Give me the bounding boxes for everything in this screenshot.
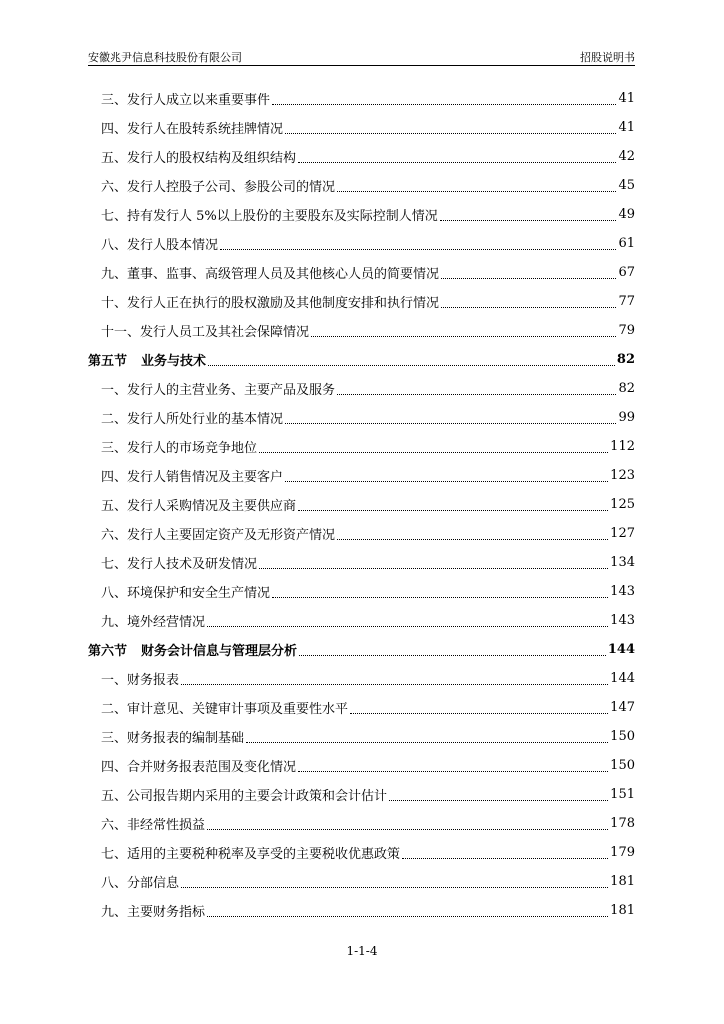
toc-page-number: 79 <box>618 323 635 338</box>
toc-entry-row[interactable] <box>88 606 635 635</box>
dot-leader <box>259 451 608 453</box>
dot-leader <box>389 799 608 801</box>
toc-entry-row[interactable] <box>88 519 635 548</box>
dot-leader <box>272 596 608 598</box>
toc-entry-title: 七、发行人技术及研发情况 <box>101 557 258 572</box>
toc-entry-row[interactable] <box>88 809 635 838</box>
dot-leader <box>337 190 616 192</box>
toc-page-number: 134 <box>610 555 635 570</box>
header-document-type: 招股说明书 <box>580 51 635 64</box>
toc-page-number: 143 <box>610 584 635 599</box>
toc-entry-title: 九、主要财务指标 <box>101 905 206 920</box>
toc-entry-title: 二、发行人所处行业的基本情况 <box>101 412 284 427</box>
toc-page-number: 67 <box>618 265 635 280</box>
toc-entry-row[interactable] <box>88 200 635 229</box>
toc-page-number: 45 <box>618 178 635 193</box>
toc-entry-row[interactable] <box>88 751 635 780</box>
toc-entry-title: 八、分部信息 <box>101 876 180 891</box>
toc-section-title: 财务会计信息与管理层分析 <box>141 644 298 659</box>
toc-entry-title: 五、发行人的股权结构及组织结构 <box>101 151 297 166</box>
toc-entry-row[interactable] <box>88 113 635 142</box>
toc-entry-row[interactable] <box>88 316 635 345</box>
toc-entry-title <box>88 350 206 369</box>
dot-leader <box>285 480 608 482</box>
toc-page-number: 41 <box>618 91 635 106</box>
toc-entry-title: 四、发行人销售情况及主要客户 <box>101 470 284 485</box>
dot-leader <box>208 364 615 366</box>
dot-leader <box>259 567 608 569</box>
toc-entry-title: 九、境外经营情况 <box>101 615 206 630</box>
toc-page-number: 82 <box>616 352 635 367</box>
toc-entry-title: 五、公司报告期内采用的主要会计政策和会计估计 <box>101 789 388 804</box>
toc-entry-row[interactable] <box>88 142 635 171</box>
toc-entry-row[interactable] <box>88 258 635 287</box>
header-company-name: 安徽兆尹信息科技股份有限公司 <box>88 51 242 64</box>
toc-entry-row[interactable] <box>88 838 635 867</box>
dot-leader <box>272 103 616 105</box>
toc-entry-title: 八、环境保护和安全生产情况 <box>101 586 271 601</box>
toc-entry-title: 九、董事、监事、高级管理人员及其他核心人员的简要情况 <box>101 267 440 282</box>
toc-entry-title: 八、发行人股本情况 <box>101 238 219 253</box>
toc-entry-title: 六、发行人控股子公司、参股公司的情况 <box>101 180 336 195</box>
dot-leader <box>298 161 616 163</box>
toc-entry-title: 十一、发行人员工及其社会保障情况 <box>101 325 310 340</box>
toc-entry-title: 四、发行人在股转系统挂牌情况 <box>101 122 284 137</box>
toc-page-number: 147 <box>610 700 635 715</box>
toc-page-number: 77 <box>618 294 635 309</box>
dot-leader <box>440 219 617 221</box>
toc-entry-row[interactable] <box>88 374 635 403</box>
toc-page-number: 150 <box>610 758 635 773</box>
toc-entry-row[interactable] <box>88 577 635 606</box>
toc-section-row[interactable] <box>88 345 635 374</box>
toc-page-number: 49 <box>618 207 635 222</box>
toc-entry-row[interactable] <box>88 867 635 896</box>
dot-leader <box>299 654 606 656</box>
dot-leader <box>246 741 608 743</box>
toc-page-number: 41 <box>618 120 635 135</box>
toc-entry-row[interactable] <box>88 693 635 722</box>
dot-leader <box>285 422 616 424</box>
table-of-contents <box>88 84 635 925</box>
toc-page-number: 179 <box>610 845 635 860</box>
toc-page-number: 99 <box>618 410 635 425</box>
toc-section-number: 第五节 <box>88 354 128 369</box>
toc-entry-row[interactable] <box>88 84 635 113</box>
dot-leader <box>207 625 608 627</box>
toc-page-number: 181 <box>610 903 635 918</box>
toc-page-number: 144 <box>607 642 635 657</box>
toc-entry-title: 三、发行人的市场竞争地位 <box>101 441 258 456</box>
toc-entry-title: 一、财务报表 <box>101 673 180 688</box>
dot-leader <box>441 277 616 279</box>
toc-entry-row[interactable] <box>88 490 635 519</box>
toc-page-number: 112 <box>610 439 635 454</box>
dot-leader <box>207 828 608 830</box>
toc-page-number: 150 <box>610 729 635 744</box>
dot-leader <box>441 306 616 308</box>
toc-entry-title <box>88 640 297 659</box>
dot-leader <box>337 393 616 395</box>
toc-page-number: 82 <box>618 381 635 396</box>
toc-entry-row[interactable] <box>88 287 635 316</box>
toc-entry-title: 三、发行人成立以来重要事件 <box>101 93 271 108</box>
toc-entry-title: 十、发行人正在执行的股权激励及其他制度安排和执行情况 <box>101 296 440 311</box>
toc-entry-row[interactable] <box>88 896 635 925</box>
toc-entry-row[interactable] <box>88 461 635 490</box>
toc-entry-title: 六、非经常性损益 <box>101 818 206 833</box>
toc-entry-row[interactable] <box>88 229 635 258</box>
page-number: 1-1-4 <box>346 944 378 958</box>
toc-page-number: 61 <box>618 236 635 251</box>
toc-page-number: 127 <box>610 526 635 541</box>
toc-entry-title: 二、审计意见、关键审计事项及重要性水平 <box>101 702 349 717</box>
toc-page-number: 123 <box>610 468 635 483</box>
toc-entry-row[interactable] <box>88 664 635 693</box>
toc-entry-row[interactable] <box>88 780 635 809</box>
header-divider <box>88 65 635 66</box>
toc-section-number: 第六节 <box>88 644 128 659</box>
toc-page-number: 42 <box>618 149 635 164</box>
dot-leader <box>337 538 608 540</box>
toc-page-number: 151 <box>610 787 635 802</box>
toc-page-number: 178 <box>610 816 635 831</box>
dot-leader <box>350 712 608 714</box>
toc-entry-title: 一、发行人的主营业务、主要产品及服务 <box>101 383 336 398</box>
dot-leader <box>285 132 616 134</box>
toc-section-title: 业务与技术 <box>141 354 207 369</box>
toc-entry-title: 六、发行人主要固定资产及无形资产情况 <box>101 528 336 543</box>
toc-entry-title: 四、合并财务报表范围及变化情况 <box>101 760 297 775</box>
toc-section-row[interactable] <box>88 635 635 664</box>
toc-entry-row[interactable] <box>88 722 635 751</box>
toc-entry-title: 三、财务报表的编制基础 <box>101 731 245 746</box>
toc-entry-title: 五、发行人采购情况及主要供应商 <box>101 499 297 514</box>
toc-entry-title: 七、适用的主要税种税率及享受的主要税收优惠政策 <box>101 847 401 862</box>
toc-page-number: 181 <box>610 874 635 889</box>
toc-entry-title: 七、持有发行人 5%以上股份的主要股东及实际控制人情况 <box>101 209 438 224</box>
dot-leader <box>402 857 608 859</box>
dot-leader <box>220 248 616 250</box>
toc-entry-row[interactable] <box>88 171 635 200</box>
toc-page-number: 125 <box>610 497 635 512</box>
toc-entry-row[interactable] <box>88 432 635 461</box>
dot-leader <box>298 770 608 772</box>
dot-leader <box>298 509 608 511</box>
dot-leader <box>311 335 616 337</box>
toc-page-number: 143 <box>610 613 635 628</box>
toc-entry-row[interactable] <box>88 548 635 577</box>
page-header <box>88 51 635 65</box>
dot-leader <box>181 683 608 685</box>
dot-leader <box>207 915 608 917</box>
toc-page-number: 144 <box>610 671 635 686</box>
dot-leader <box>181 886 608 888</box>
toc-entry-row[interactable] <box>88 403 635 432</box>
